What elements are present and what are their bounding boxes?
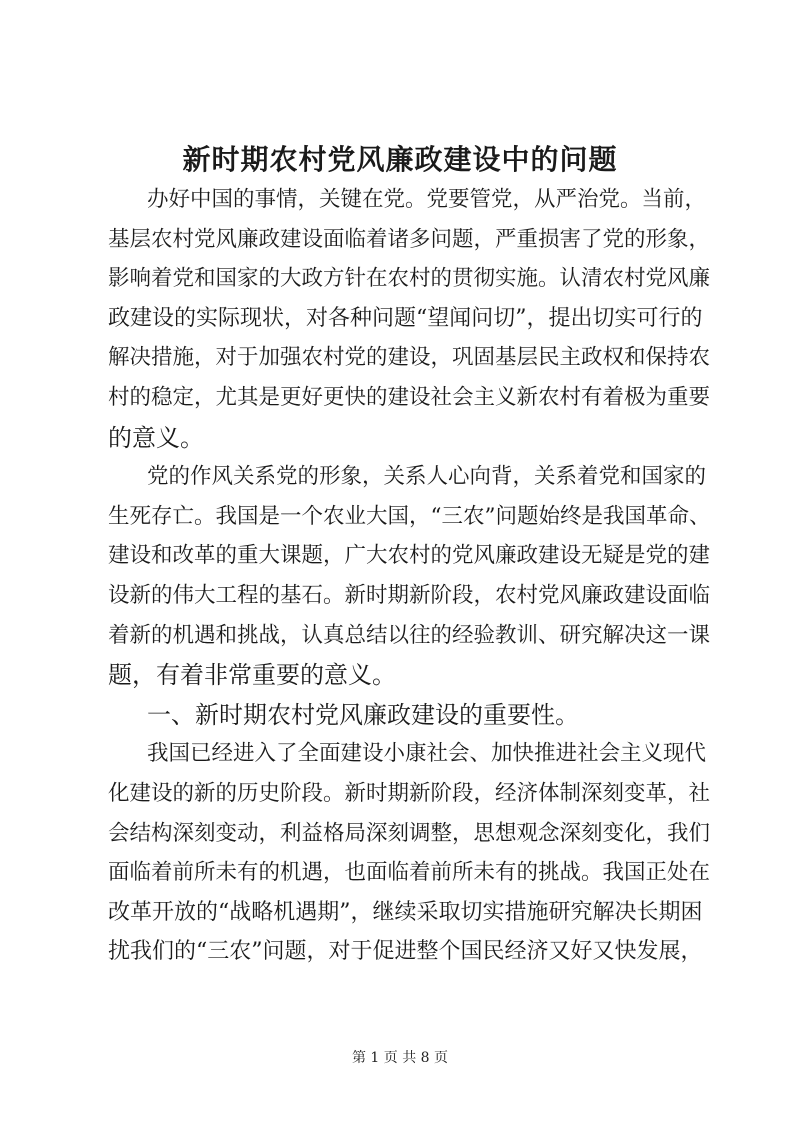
body-line: 政建设的实际现状，对各种问题“望闻问切”，提出切实可行的 [108, 305, 703, 331]
body-line: 影响着党和国家的大政方针在农村的贯彻实施。认清农村党风廉 [108, 266, 711, 292]
body-line: 生死存亡。我国是一个农业大国，“三农”问题始终是我国革命、 [108, 503, 711, 529]
body-line: 解决措施，对于加强农村党的建设，巩固基层民主政权和保持农 [108, 345, 711, 371]
body-line: 化建设的新的历史阶段。新时期新阶段，经济体制深刻变革，社 [108, 781, 711, 806]
body-line: 改革开放的“战略机遇期”，继续采取切实措施研究解决长期困 [108, 899, 703, 925]
page-number-footer: 第 1 页 共 8 页 [351, 1050, 449, 1066]
body-line: 题，有着非常重要的意义。 [108, 661, 396, 690]
body-line: 着新的机遇和挑战，认真总结以往的经验教训、研究解决这一课 [108, 622, 711, 648]
body-line: 面临着前所未有的机遇，也面临着前所未有的挑战。我国正处在 [108, 860, 711, 886]
section-heading: 一、新时期农村党风廉政建设的重要性。 [147, 700, 579, 729]
body-line: 基层农村党风廉政建设面临着诸多问题，严重损害了党的形象， [108, 226, 711, 252]
body-line: 扰我们的“三农”问题，对于促进整个国民经济又好又快发展， [108, 939, 703, 965]
document-title: 新时期农村党风廉政建设中的问题 [182, 143, 618, 176]
body-line: 设新的伟大工程的基石。新时期新阶段，农村党风廉政建设面临 [108, 583, 711, 608]
body-line: 党的作风关系党的形象，关系人心向背，关系着党和国家的 [147, 464, 707, 490]
body-line: 办好中国的事情，关键在党。党要管党，从严治党。当前， [147, 187, 707, 212]
body-line: 村的稳定，尤其是更好更快的建设社会主义新农村有着极为重要 [108, 385, 711, 410]
body-line: 建设和改革的重大课题，广大农村的党风廉政建设无疑是党的建 [108, 543, 711, 569]
body-line: 的意义。 [108, 423, 204, 452]
body-line: 我国已经进入了全面建设小康社会、加快推进社会主义现代 [147, 741, 707, 767]
body-line: 会结构深刻变动，利益格局深刻调整，思想观念深刻变化，我们 [108, 820, 711, 846]
